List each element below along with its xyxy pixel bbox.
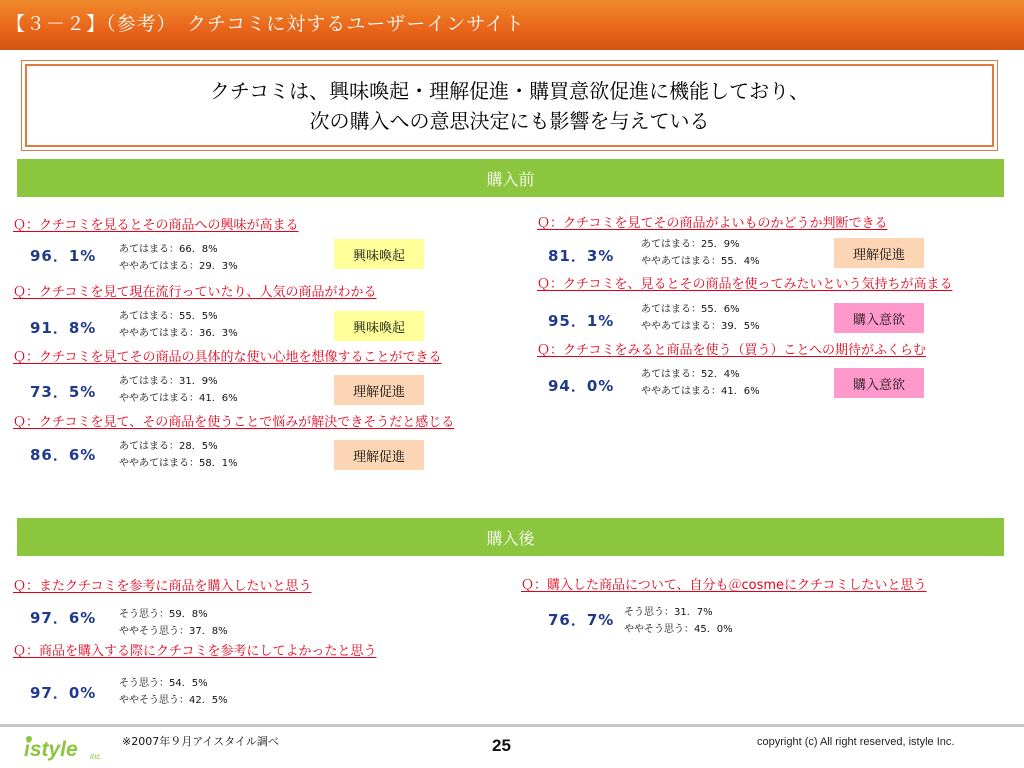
detail-somewhat-agree: ややそう思う：42．5% [119, 695, 228, 706]
copyright-text: copyright (c) All right reserved, istyle Inc. [757, 736, 955, 748]
percent-value: 97．0% [30, 684, 97, 702]
question-interest-rises: Ｑ：クチコミを見るとその商品への興味が高まる [13, 218, 299, 233]
question-expectation-grows: Ｑ：クチコミをみると商品を使う（買う）ことへの期待がふくらむ [537, 343, 926, 358]
detail-agree: あてはまる：55．6% [641, 304, 740, 315]
detail-breakdown [119, 308, 238, 342]
page-number: 25 [492, 736, 511, 755]
detail-agree: そう思う：59．8% [119, 609, 208, 620]
percent-value: 81．3% [548, 247, 615, 265]
tag-purchase-intent: 購入意欲 [834, 303, 924, 333]
detail-agree: あてはまる：31．9% [119, 376, 218, 387]
question-glad-referenced: Ｑ：商品を購入する際にクチコミを参考にしてよかったと思う [13, 644, 377, 659]
detail-somewhat-agree: ややあてはまる：41．6% [119, 393, 238, 404]
detail-somewhat-agree: ややあてはまる：36．3% [119, 328, 238, 339]
detail-breakdown [624, 604, 733, 638]
detail-agree: あてはまる：66．8% [119, 244, 218, 255]
section-bar-after-purchase [17, 518, 1004, 556]
question-post-review: Ｑ：購入した商品について、自分も＠cosmeにクチコミしたいと思う [521, 578, 927, 593]
tag-interest: 興味喚起 [334, 311, 424, 341]
detail-breakdown [119, 438, 238, 472]
summary-box [21, 60, 998, 151]
question-want-to-try: Ｑ：クチコミを、見るとその商品を使ってみたいという気持ちが高まる [537, 277, 953, 292]
detail-somewhat-agree: ややそう思う：45．0% [624, 624, 733, 635]
detail-breakdown [641, 236, 760, 270]
percent-value: 96．1% [30, 247, 97, 265]
detail-agree: そう思う：31．7% [624, 607, 713, 618]
percent-value: 91．8% [30, 319, 97, 337]
question-buy-again: Ｑ：またクチコミを参考に商品を購入したいと思う [13, 579, 312, 594]
detail-somewhat-agree: ややあてはまる：55．4% [641, 256, 760, 267]
tag-understanding: 理解促進 [334, 375, 424, 405]
detail-agree: そう思う：54．5% [119, 678, 208, 689]
detail-agree: あてはまる：55．5% [119, 311, 218, 322]
percent-value: 97．6% [30, 609, 97, 627]
detail-agree: あてはまる：52．4% [641, 369, 740, 380]
detail-somewhat-agree: ややあてはまる：39．5% [641, 321, 760, 332]
percent-value: 76．7% [548, 611, 615, 629]
page-title: 【３－２】（参考） クチコミに対するユーザーインサイト [6, 13, 525, 35]
summary-line-2: 次の購入への意思決定にも影響を与えている [309, 108, 710, 133]
detail-agree: あてはまる：28．5% [119, 441, 218, 452]
tag-understanding: 理解促進 [834, 238, 924, 268]
section-label-before-purchase: 購入前 [486, 169, 535, 189]
detail-breakdown [119, 373, 238, 407]
detail-somewhat-agree: ややそう思う：37．8% [119, 626, 228, 637]
section-label-after-purchase: 購入後 [486, 528, 535, 548]
detail-somewhat-agree: ややあてはまる：41．6% [641, 386, 760, 397]
question-solve-concerns: Ｑ：クチコミを見て、その商品を使うことで悩みが解決できそうだと感じる [13, 415, 455, 430]
detail-breakdown [641, 366, 760, 400]
tag-understanding: 理解促進 [334, 440, 424, 470]
detail-breakdown [641, 301, 760, 335]
logo-text: istyle [24, 738, 78, 761]
logo-suffix: inc. [90, 752, 103, 761]
title-bar [0, 0, 1024, 50]
percent-value: 94．0% [548, 377, 615, 395]
question-judge-quality: Ｑ：クチコミを見てその商品がよいものかどうか判断できる [537, 216, 888, 231]
tag-interest: 興味喚起 [334, 239, 424, 269]
summary-inner [25, 64, 994, 147]
percent-value: 95．1% [548, 312, 615, 330]
istyle-logo [24, 733, 114, 761]
percent-value: 73．5% [30, 383, 97, 401]
question-trend-popularity: Ｑ：クチコミを見て現在流行っていたり、人気の商品がわかる [13, 285, 377, 300]
percent-value: 86．6% [30, 446, 97, 464]
section-bar-before-purchase [17, 159, 1004, 197]
detail-agree: あてはまる：25．9% [641, 239, 740, 250]
istyle-logo-graphic [24, 733, 114, 761]
detail-breakdown [119, 606, 228, 640]
question-imagine-usage: Ｑ：クチコミを見てその商品の具体的な使い心地を想像することができる [13, 350, 442, 365]
survey-note: ※2007年９月アイスタイル調べ [122, 735, 279, 748]
detail-breakdown [119, 241, 238, 275]
detail-breakdown [119, 675, 228, 709]
detail-somewhat-agree: ややあてはまる：29．3% [119, 261, 238, 272]
tag-purchase-intent: 購入意欲 [834, 368, 924, 398]
summary-line-1: クチコミは、興味喚起・理解促進・購買意欲促進に機能しており、 [209, 78, 810, 103]
footer-divider [0, 724, 1024, 727]
detail-somewhat-agree: ややあてはまる：58．1% [119, 458, 238, 469]
